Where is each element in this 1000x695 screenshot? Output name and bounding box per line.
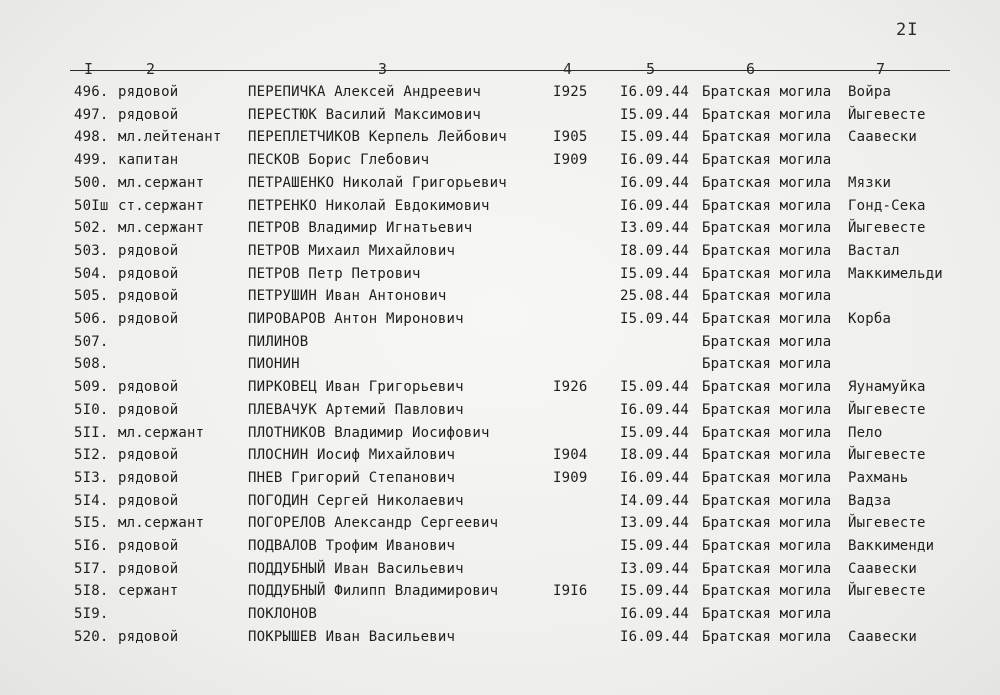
record-place: Пело [848,424,883,441]
record-place: Гонд-Сека [848,197,926,214]
record-rank: рядовой [118,628,179,645]
record-death-date: I6.09.44 [620,628,690,645]
record-place: Йыгевесте [848,583,926,600]
record-burial: Братская могила [702,288,832,305]
record-name: ПИЛИНОВ [248,333,309,350]
record-burial: Братская могила [702,560,832,577]
table-row [0,629,1000,651]
record-number: 5I6. [74,538,109,554]
record-rank: рядовой [118,492,179,509]
column-header-1: I [84,60,94,78]
record-name: ПИОНИН [248,356,300,373]
record-rank: рядовой [118,538,179,554]
record-place: Йыгевесте [848,401,926,418]
table-row [0,379,1000,401]
record-burial: Братская могила [702,538,832,554]
record-burial: Братская могила [702,606,832,623]
record-name: ПЕТРОВ Михаил Михайлович [248,242,456,259]
record-rank: рядовой [118,560,179,577]
record-place: Вастал [848,242,900,259]
column-header-3: 3 [378,60,388,78]
record-place: Маккимельди [848,265,943,282]
record-number: 500. [74,174,109,191]
record-rank: рядовой [118,84,179,100]
record-death-date: I3.09.44 [620,560,690,577]
record-burial: Братская могила [702,492,832,509]
record-rank: сержант [118,583,179,600]
record-burial: Братская могила [702,84,832,100]
record-birth-year: I905 [553,129,588,146]
record-name: ПЕТРОВ Петр Петрович [248,265,421,282]
table-row [0,425,1000,447]
record-number: 5II. [74,424,109,441]
record-place: Мязки [848,174,892,191]
table-row [0,515,1000,537]
record-rank: рядовой [118,311,179,327]
record-burial: Братская могила [702,469,832,486]
record-place: Вадза [848,492,892,509]
record-rank: мл.сержант [118,424,205,441]
record-death-date: I6.09.44 [620,469,690,486]
record-place: Рахмань [848,469,909,486]
record-name: ПЕРЕСТЮК Василий Максимович [248,106,481,123]
record-burial: Братская могила [702,220,832,237]
record-name: ПЕРЕПИЧКА Алексей Андреевич [248,84,481,100]
record-rank: мл.сержант [118,515,205,532]
record-death-date: I4.09.44 [620,492,690,509]
record-name: ПНЕВ Григорий Степанович [248,469,456,486]
record-death-date: I8.09.44 [620,242,690,259]
table-row [0,311,1000,333]
table-row [0,220,1000,242]
record-number: 5I9. [74,606,109,623]
record-place: Саавески [848,129,918,146]
record-place: Йыгевесте [848,220,926,237]
record-death-date: I5.09.44 [620,265,690,282]
table-row [0,470,1000,492]
record-number: 496. [74,84,109,100]
record-rank: мл.сержант [118,174,205,191]
record-number: 502. [74,220,109,237]
record-number: 5I0. [74,401,109,418]
record-number: 5I3. [74,469,109,486]
record-death-date: I6.09.44 [620,197,690,214]
record-rank: капитан [118,152,179,169]
record-name: ПЕРЕПЛЕТЧИКОВ Керпель Лейбович [248,129,507,146]
record-death-date: I3.09.44 [620,220,690,237]
record-number: 520. [74,628,109,645]
table-row [0,493,1000,515]
record-burial: Братская могила [702,356,832,373]
table-row [0,84,1000,106]
record-rank: рядовой [118,469,179,486]
record-rank: мл.лейтенант [118,129,222,146]
record-birth-year: I926 [553,379,588,396]
record-burial: Братская могила [702,447,832,464]
record-number: 498. [74,129,109,146]
record-rank: рядовой [118,379,179,396]
table-row [0,175,1000,197]
table-row [0,334,1000,356]
record-name: ПОКРЫШЕВ Иван Васильевич [248,628,456,645]
record-birth-year: I909 [553,469,588,486]
record-name: ПЕСКОВ Борис Глебович [248,152,430,169]
record-burial: Братская могила [702,628,832,645]
record-death-date: I6.09.44 [620,401,690,418]
table-row [0,402,1000,424]
record-number: 509. [74,379,109,396]
record-burial: Братская могила [702,152,832,169]
record-death-date: I5.09.44 [620,311,690,327]
record-burial: Братская могила [702,311,832,327]
record-burial: Братская могила [702,106,832,123]
table-row [0,356,1000,378]
record-number: 506. [74,311,109,327]
record-number: 50Iш [74,197,109,214]
table-row [0,266,1000,288]
record-number: 508. [74,356,109,373]
record-death-date: I5.09.44 [620,424,690,441]
record-number: 5I2. [74,447,109,464]
table-row [0,447,1000,469]
record-death-date: I5.09.44 [620,583,690,600]
page-number: 2I [896,20,919,40]
record-name: ПЕТРАШЕНКО Николай Григорьевич [248,174,507,191]
record-burial: Братская могила [702,265,832,282]
table-row [0,583,1000,605]
record-place: Яунамуйка [848,379,926,396]
column-header-5: 5 [646,60,656,78]
record-number: 505. [74,288,109,305]
record-place: Ваккименди [848,538,935,554]
record-place: Саавески [848,628,918,645]
record-death-date: I5.09.44 [620,129,690,146]
record-name: ПОДДУБНЫЙ Иван Васильевич [248,560,464,577]
record-place: Йыгевесте [848,515,926,532]
table-row [0,152,1000,174]
column-header-4: 4 [563,60,573,78]
record-death-date: I5.09.44 [620,538,690,554]
record-birth-year: I925 [553,84,588,100]
record-death-date: I6.09.44 [620,152,690,169]
record-number: 504. [74,265,109,282]
record-death-date: I5.09.44 [620,379,690,396]
record-name: ПОДДУБНЫЙ Филипп Владимирович [248,583,499,600]
record-birth-year: I904 [553,447,588,464]
record-burial: Братская могила [702,424,832,441]
record-name: ПЕТРУШИН Иван Антонович [248,288,447,305]
record-burial: Братская могила [702,333,832,350]
record-birth-year: I9I6 [553,583,588,600]
record-rank: рядовой [118,106,179,123]
record-rank: рядовой [118,288,179,305]
record-number: 507. [74,333,109,350]
record-number: 5I4. [74,492,109,509]
table-row [0,288,1000,310]
record-death-date: I6.09.44 [620,84,690,100]
record-place: Йыгевесте [848,106,926,123]
record-rank: ст.сержант [118,197,205,214]
record-place: Йыгевесте [848,447,926,464]
column-header-6: 6 [746,60,756,78]
record-name: ПЛОСНИН Иосиф Михайлович [248,447,456,464]
record-burial: Братская могила [702,379,832,396]
record-name: ПОДВАЛОВ Трофим Иванович [248,538,456,554]
record-name: ПОГОДИН Сергей Николаевич [248,492,464,509]
record-rank: рядовой [118,447,179,464]
record-burial: Братская могила [702,197,832,214]
record-death-date: I8.09.44 [620,447,690,464]
record-place: Саавески [848,560,918,577]
record-death-date: I5.09.44 [620,106,690,123]
record-name: ПОКЛОНОВ [248,606,318,623]
record-place: Корба [848,311,892,327]
record-death-date: I3.09.44 [620,515,690,532]
table-row [0,538,1000,560]
record-number: 5I5. [74,515,109,532]
record-rank: мл.сержант [118,220,205,237]
record-name: ПЛОТНИКОВ Владимир Иосифович [248,424,490,441]
record-burial: Братская могила [702,401,832,418]
record-place: Войра [848,84,892,100]
record-burial: Братская могила [702,174,832,191]
record-number: 503. [74,242,109,259]
table-row [0,561,1000,583]
record-burial: Братская могила [702,242,832,259]
record-name: ПИРКОВЕЦ Иван Григорьевич [248,379,464,396]
column-header-2: 2 [146,60,156,78]
record-death-date: I6.09.44 [620,174,690,191]
record-burial: Братская могила [702,129,832,146]
record-name: ПЕТРОВ Владимир Игнатьевич [248,220,473,237]
record-death-date: I6.09.44 [620,606,690,623]
record-number: 497. [74,106,109,123]
table-row [0,107,1000,129]
record-number: 499. [74,152,109,169]
record-burial: Братская могила [702,583,832,600]
record-burial: Братская могила [702,515,832,532]
table-row [0,243,1000,265]
record-rank: рядовой [118,242,179,259]
record-birth-year: I909 [553,152,588,169]
record-name: ПИРОВАРОВ Антон Миронович [248,311,464,327]
record-rank: рядовой [118,401,179,418]
record-number: 5I7. [74,560,109,577]
record-rank: рядовой [118,265,179,282]
table-row [0,198,1000,220]
column-header-7: 7 [876,60,886,78]
table-row [0,606,1000,628]
record-number: 5I8. [74,583,109,600]
record-death-date: 25.08.44 [620,288,690,305]
table-row [0,129,1000,151]
record-name: ПОГОРЕЛОВ Александр Сергеевич [248,515,499,532]
record-name: ПЕТРЕНКО Николай Евдокимович [248,197,490,214]
record-name: ПЛЕВАЧУК Артемий Павлович [248,401,464,418]
